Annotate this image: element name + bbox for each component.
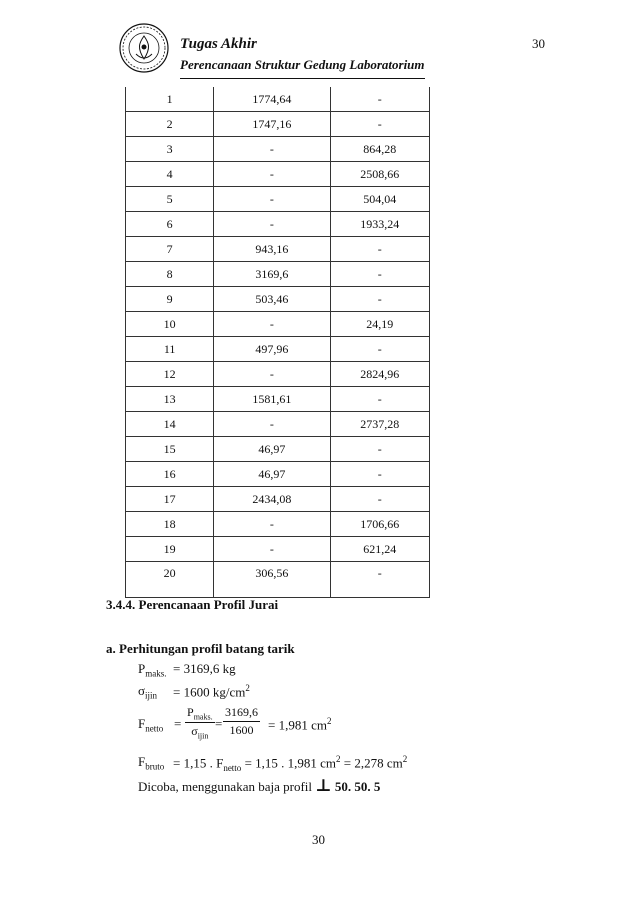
table-row	[126, 87, 430, 112]
table-cell-compression: -	[330, 262, 429, 287]
table-cell-tension: -	[214, 362, 330, 387]
fraction-numeric-numerator: 3169,6	[223, 705, 260, 722]
table-cell-tension: 943,16	[214, 237, 330, 262]
table-cell-compression: -	[330, 237, 429, 262]
table-cell-tension: -	[214, 412, 330, 437]
table-cell-compression: -	[330, 387, 429, 412]
fbruto-symbol: F	[138, 754, 146, 769]
table-cell-number: 18	[126, 512, 214, 537]
table-cell-compression: 2737,28	[330, 412, 429, 437]
table-cell-tension: -	[214, 162, 330, 187]
table-cell-compression: 864,28	[330, 137, 429, 162]
fraction-symbolic-numerator: $P_{maks.}$	[187, 705, 213, 722]
table-row	[126, 337, 430, 362]
table-cell-tension: -	[214, 212, 330, 237]
pmaks-value: = 3169,6 kg	[173, 661, 236, 676]
table-row	[126, 512, 430, 537]
table-cell-tension: 46,97	[214, 437, 330, 462]
fbruto-label	[138, 754, 164, 772]
table-row	[126, 537, 430, 562]
sigma-symbol: σ	[138, 683, 146, 698]
header-subtitle: Perencanaan Struktur Gedung Laboratorium	[180, 57, 425, 72]
table-cell-number: 14	[126, 412, 214, 437]
force-table	[125, 87, 430, 598]
table-cell-number: 6	[126, 212, 214, 237]
fbruto-expression	[173, 754, 407, 773]
table-cell-number: 17	[126, 487, 214, 512]
table-cell-tension: -	[214, 187, 330, 212]
force-table-body	[126, 87, 430, 598]
header-divider	[180, 78, 425, 79]
table-cell-number: 15	[126, 437, 214, 462]
fbruto-sub: bruto	[145, 761, 165, 772]
fraction-numeric-denominator: 1600	[229, 723, 254, 737]
table-cell-tension: 497,96	[214, 337, 330, 362]
table-cell-compression: 504,04	[330, 187, 429, 212]
table-cell-tension: 1581,61	[214, 387, 330, 412]
pmaks-symbol: P	[138, 661, 146, 676]
table-cell-tension: 503,46	[214, 287, 330, 312]
header-title: Tugas Akhir	[180, 36, 257, 52]
table-cell-tension: 306,56	[214, 562, 330, 598]
table-cell-number: 10	[126, 312, 214, 337]
table-row	[126, 562, 430, 598]
section-heading: 3.4.4. Perencanaan Profil Jurai	[106, 597, 279, 612]
fbruto-part2: = 1,15 . 1,981 cm	[244, 755, 337, 771]
fbruto-part2-exp: 2	[336, 754, 341, 764]
table-cell-tension: 3169,6	[214, 262, 330, 287]
table-cell-number: 19	[126, 537, 214, 562]
table-cell-tension: 46,97	[214, 462, 330, 487]
table-cell-tension: 1774,64	[214, 87, 330, 112]
table-cell-tension: -	[214, 512, 330, 537]
table-cell-number: 9	[126, 287, 214, 312]
table-cell-compression: 621,24	[330, 537, 429, 562]
fbruto-part1: = 1,15 . F	[173, 755, 224, 771]
fbruto-part1-sub: netto	[223, 762, 242, 773]
fnetto-symbol: F	[138, 716, 146, 731]
sigma-value: = 1600 kg/cm	[173, 684, 246, 700]
fnetto-eq2: =	[215, 716, 223, 731]
table-row	[126, 262, 430, 287]
table-row	[126, 212, 430, 237]
sigma-value-line	[173, 683, 250, 700]
table-cell-number: 16	[126, 462, 214, 487]
table-cell-compression: -	[330, 337, 429, 362]
table-cell-compression: -	[330, 87, 429, 112]
table-cell-compression: 2508,66	[330, 162, 429, 187]
subsection-heading: a. Perhitungan profil batang tarik	[106, 641, 295, 656]
fnetto-eq1: =	[174, 716, 182, 731]
table-cell-compression: 1706,66	[330, 512, 429, 537]
table-cell-number: 2	[126, 112, 214, 137]
table-cell-compression: 24,19	[330, 312, 429, 337]
sigma-exp: 2	[245, 683, 250, 693]
dicoba-line	[138, 776, 380, 796]
university-seal-icon	[118, 22, 170, 74]
table-cell-number: 11	[126, 337, 214, 362]
table-cell-tension: -	[214, 312, 330, 337]
table-cell-compression: 1933,24	[330, 212, 429, 237]
dicoba-text: Dicoba, menggunakan baja profil	[138, 779, 312, 794]
table-cell-number: 12	[126, 362, 214, 387]
table-row	[126, 312, 430, 337]
table-cell-compression: -	[330, 462, 429, 487]
footer-page-number: 30	[312, 832, 325, 847]
table-cell-number: 13	[126, 387, 214, 412]
table-cell-tension: -	[214, 537, 330, 562]
table-cell-number: 20	[126, 562, 214, 598]
fnetto-result-exp: 2	[326, 716, 332, 726]
fraction-symbolic	[185, 705, 215, 741]
header-page-number: 30	[532, 36, 545, 51]
table-row	[126, 437, 430, 462]
table-row	[126, 412, 430, 437]
fbruto-part3: = 2,278 cm	[343, 755, 403, 771]
table-cell-number: 3	[126, 137, 214, 162]
sigma-sub: ijin	[145, 690, 158, 701]
pmaks-sub: maks.	[145, 668, 167, 679]
table-cell-number: 1	[126, 87, 214, 112]
table-row	[126, 162, 430, 187]
table-cell-compression: -	[330, 112, 429, 137]
table-row	[126, 362, 430, 387]
table-cell-number: 8	[126, 262, 214, 287]
table-cell-compression: -	[330, 287, 429, 312]
fbruto-part3-exp: 2	[402, 754, 408, 764]
table-cell-tension: -	[214, 137, 330, 162]
table-row	[126, 237, 430, 262]
table-row	[126, 387, 430, 412]
fnetto-result: = 1,981 cm	[268, 717, 327, 733]
table-cell-compression: -	[330, 437, 429, 462]
table-row	[126, 137, 430, 162]
table-row	[126, 462, 430, 487]
fnetto-result-line	[268, 716, 331, 733]
table-row	[126, 112, 430, 137]
profile-size: 50. 50. 5	[334, 779, 381, 794]
table-cell-tension: 1747,16	[214, 112, 330, 137]
table-row	[126, 487, 430, 512]
table-cell-number: 4	[126, 162, 214, 187]
fnetto-label	[138, 716, 163, 734]
table-row	[126, 187, 430, 212]
table-cell-number: 5	[126, 187, 214, 212]
fnetto-sub: netto	[145, 723, 164, 734]
table-row	[126, 287, 430, 312]
fraction-symbolic-denominator: $\sigma_{ijin}$	[191, 724, 209, 741]
table-cell-compression: 2824,96	[330, 362, 429, 387]
sigma-line	[138, 683, 157, 701]
fraction-numeric	[223, 705, 260, 738]
table-cell-compression: -	[330, 487, 429, 512]
table-cell-compression: -	[330, 562, 429, 598]
table-cell-tension: 2434,08	[214, 487, 330, 512]
profile-symbol: ⊥	[315, 776, 332, 795]
table-cell-number: 7	[126, 237, 214, 262]
pmaks-line	[138, 661, 166, 679]
